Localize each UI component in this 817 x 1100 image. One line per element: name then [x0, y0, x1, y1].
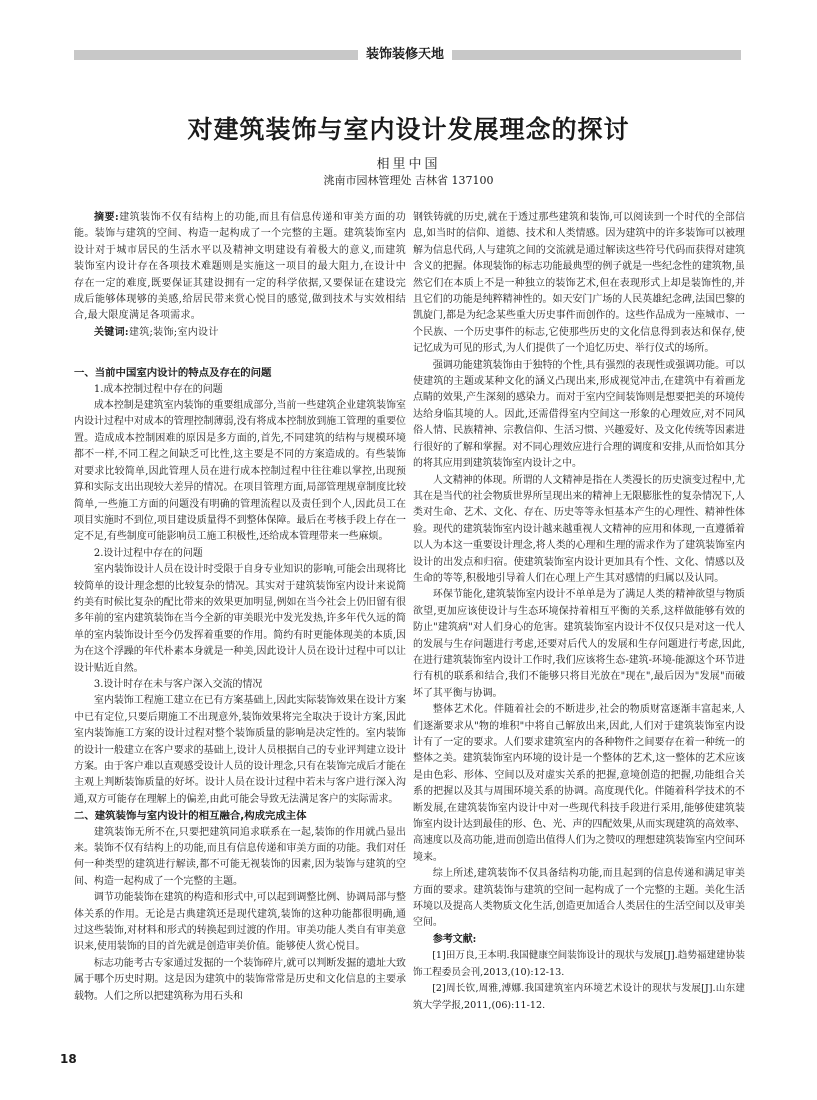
section-header: 装饰装修天地 [358, 47, 452, 63]
subsection-heading-2: 2.设计过程中存在的问题 [93, 547, 203, 559]
article-title: 对建筑装饰与室内设计发展理念的探讨 [187, 115, 630, 144]
paragraph: 标志功能考古专家通过发掘的一个装饰碎片,就可以判断发掘的遗址大致属于哪个历史时期。这是因为建筑中的装饰常常是历史和文化信息的主要承载物。人们之所以把建筑称为用石头和 [74, 957, 406, 1002]
subsection-heading-1: 1.成本控制过程中存在的问题 [93, 383, 223, 395]
paragraph: 室内装饰设计人员在设计时受限于自身专业知识的影响,可能会出现将比较简单的设计理念想的比较复杂的情况。其实对于建筑装饰室内设计来说简约美有时候比复杂的配比带来的效果更加明显,例如在当今社会上仍旧留有很多年前的室内建筑装饰在当今全新的审美眼光中发光发热,许多年代久远的简单的室内装饰设计至今仍发挥着重要的作用。简约有时更能体现美的本质,因为在这个浮躁的年代朴素本身就是一种美,因此设计人员在设计过程中可以让设计贴近自然。 [74, 564, 406, 674]
page-number: 18 [60, 1052, 77, 1066]
paragraph: 调节功能装饰在建筑的构造和形式中,可以起到调整比例、协调局部与整体关系的作用。无论是古典建筑还是现代建筑,装饰的这种功能都很明确,通过这些装饰,对材料和形式的转换起到过渡的作用。审美功能人类自有审美意识来,使用装饰的目的首先就是创造审美价值。能够使人赏心悦目。 [74, 892, 406, 953]
paragraph: 人文精神的体现。所谓的人文精神是指在人类漫长的历史演变过程中,尤其在是当代的社会物质世界所呈现出来的精神上无限膨胀性的复杂情况下,人类对生命、艺术、文化、存在、历史等等永恒基本产生的心理性、精神性体验。现代的建筑装饰室内设计越来越重视人文精神的应用和体现,一直遵循着以人为本这一重要设计理念,将人类的心理和生理的需求作为了建筑装饰室内设计的出发点和归宿。使建筑装饰室内设计更加具有个性、文化、情感以及生命的等等,积极地引导着人们在心理上产生其对感情的归属以及认同。 [413, 474, 745, 584]
section-heading-1: 一、当前中国室内设计的特点及存在的问题 [74, 367, 272, 380]
spacer [74, 341, 406, 355]
paragraph: 整体艺术化。伴随着社会的不断进步,社会的物质财富逐渐丰富起来,人们逐渐要求从"物的堆积"中将自己解放出来,因此,人们对于建筑装饰室内设计有了一定的要求。人们要求建筑室内的各种物件之间要存在着一种统一的整体之美。建筑装饰室内环境的设计是一个整体的艺术,这一整体的艺术应该是由色彩、形体、空间以及对虚实关系的把握,意境创造的把握,功能组合关系的把握以及其与周围环境关系的协调。高度现代化。伴随着科学技术的不断发展,在建筑装饰室内设计中对一些现代科技手段进行采用,能够使建筑装饰室内设计达到最佳的形、色、光、声的四配效果,从而实现建筑的高效率、高速度以及高功能,进而创造出值得人们为之赞叹的理想建筑装饰室内空间环境来。 [413, 704, 745, 863]
left-column [74, 210, 406, 1005]
abstract-label: 摘要: [94, 212, 119, 223]
reference-item: [2]周长钦,周雅,溥娜.我国建筑室内环境艺术设计的现状与发展[J].山东建筑大学学报,2011,(06):11-12. [413, 983, 745, 1011]
paragraph: 钢铁铸就的历史,就在于透过那些建筑和装饰,可以阅读到一个时代的全部信息,如当时的信仰、道德、技术和人类情感。因为建筑中的许多装饰可以被理解为信息代码,人与建筑之间的交流就是通过解读这些符号代码而获得对建筑含义的把握。体现装饰的标志功能最典型的例子就是一些纪念性的建筑物,虽然它们在本质上不是一种独立的装饰艺术,但在表现形式上却是装饰性的,并且它们的功能是纯粹精神性的。如天安门广场的人民英雄纪念碑,法国巴黎的凯旋门,都是为纪念某些重大历史事件而创作的。这些作品成为一座城市、一个民族、一个历史事件的标志,它使那些历史的文化信息得到表达和保存,使记忆成为可见的形式,为人们提供了一个追忆历史、举行仪式的场所。 [413, 212, 745, 355]
keywords-label: 关键词: [94, 326, 129, 338]
abstract [74, 210, 406, 325]
section-heading-2: 二、建筑装饰与室内设计的相互融合,构成完成主体 [74, 810, 307, 823]
paragraph: 环保节能化,建筑装饰室内设计不单单是为了满足人类的精神欲望与物质欲望,更加应该使设计与生态环境保持着相互平衡的关系,这样做能够有效的防止"建筑病"对人们身心的危害。建筑装饰室内设计不仅仅只是对这一代人的发展与生存问题进行考虑,还要对后代人的发展和生存问题进行考虑,因此,在进行建筑装饰室内设计工作时,我们应该将生态-建筑-环境-能源这个环节进行有机的联系和结合,我们不能够只将目光放在"现在",最后因为"发展"而破坏了其平衡与协调。 [413, 589, 745, 699]
article-affiliation: 洮南市园林管理处 吉林省 137100 [323, 174, 494, 187]
paragraph: 强调功能建筑装饰由于独特的个性,具有强烈的表现性或强调功能。可以使建筑的主题或某种文化的涵义凸现出来,形成视觉冲击,在建筑中有着画龙点睛的效果,产生深刻的感染力。而对于室内空间装饰则是想要把美的环境传达给身临其境的人。因此,还需借得室内空间这一形象的心理效应,对不同风俗人情、民族精神、宗教信仰、生活习惯、兴趣爱好、及文化传统等因素进行很好的了解和掌握。对不同心理效应进行合理的调度和安排,从而恰如其分的将其应用到建筑装饰室内设计之中。 [413, 359, 745, 470]
paragraph: 综上所述,建筑装饰不仅具备结构功能,而且起到的信息传递和满足审美方面的要求。建筑装饰与建筑的空间一起构成了一个完整的主题。美化生活环境以及提高人类物质文化生活,创造更加适合人类居住的生活空间以及审美空间。 [413, 868, 745, 929]
paragraph: 室内装饰工程施工建立在已有方案基础上,因此实际装饰效果在设计方案中已有定位,只要后期施工不出现意外,装饰效果将完全取决于设计方案,因此室内装饰施工方案的设计过程对整个装饰质量的影响是决定性的。室内装饰的设计一般建立在客户要求的基础上,设计人员根据自己的专业评判建立设计方案。由于客户难以直观感受设计人员的设计理念,只有在装饰完成后才能在主观上判断装饰质量的好坏。设计人员在设计过程中若未与客户进行深入沟通,双方可能存在理解上的偏差,由此可能会导致无法满足客户的实际需求。 [74, 695, 406, 805]
abstract-text: 建筑装饰不仅有结构上的功能,而且有信息传递和审美方面的功能。装饰与建筑的空间、构造一起构成了一个完整的主题。建筑装饰室内设计对于城市居民的生活水平以及精神文明建设有着极大的意义,而建筑装饰室内设计存在各项技术难题则是实施这一项目的最大阻力,在设计中存在一定的难度,既要保证其建设拥有一定的科学依据,又要保证在建设完成后能够体现够的美感,给居民带来赏心悦目的感觉,做到技术与实效相结合,最大限度满足各项需求。 [74, 212, 407, 322]
paragraph: 建筑装饰无所不在,只要把建筑同追求联系在一起,装饰的作用就凸显出来。装饰不仅有结构上的功能,而且有信息传递和审美方面的功能。我们对任何一种类型的建筑进行解读,都不可能无视装饰的因素,因为装饰与建筑的空间、构造一起构成了一个完整的主题。 [74, 826, 406, 887]
keywords [74, 325, 406, 341]
paragraph: 成本控制是建筑室内装饰的重要组成部分,当前一些建筑企业建筑装饰室内设计过程中对成本的管理控制薄弱,没有将成本控制放到施工管理的重要位置。造成成本控制困难的原因是多方面的,首先,不同建筑的结构与规模环境都不一样,不同工程之间缺乏可比性,这主要是不同的方案造成的。有些装饰对要求比较简单,因此管理人员在进行成本控制过程中往往难以掌控,出现预算和实际支出出现较大差异的情况。在项目管理方面,局部管理规章制度比较简单,一些施工方面的问题没有明确的管理流程以及责任到个人,因此员工在项目实施时不到位,项目建设质量得不到整体保障。最后在考核手段上存在一定不足,有些制度可能影响员工施工积极性,还给成本管理带来一些麻烦。 [74, 400, 406, 543]
right-column [413, 210, 745, 1014]
article-author: 相里中国 [376, 157, 441, 172]
reference-item: [1]田万良,王本明.我国健康空间装饰设计的现状与发展[J].趋势福建建协装饰工程委员会刊,2013,(10):12-13. [413, 950, 745, 978]
references-heading: 参考文献: [432, 933, 477, 945]
subsection-heading-3: 3.设计时存在未与客户深入交流的情况 [93, 678, 263, 690]
keywords-text: 建筑;装饰;室内设计 [128, 326, 219, 338]
